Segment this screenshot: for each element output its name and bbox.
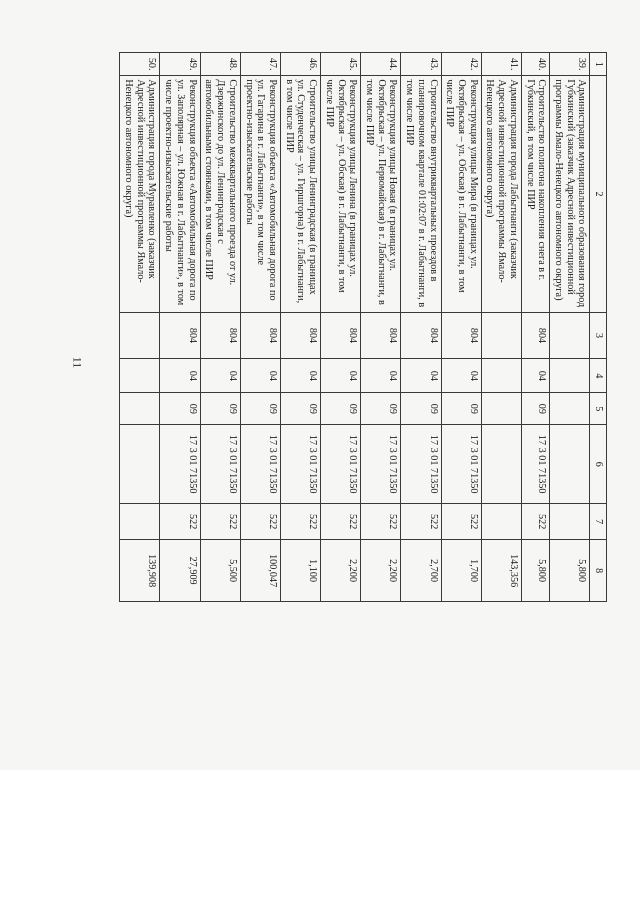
row-description: Реконструкция улицы Ленина (в границах ул. Октябрьская – ул. Обская) в г. Лабытнанги, в том числе ПИР [321,76,361,312]
row-number: 46. [280,53,320,76]
subsection-code: 09 [361,393,401,425]
expense-type-code [550,504,590,540]
expense-type-code [120,504,160,540]
subsection-code: 09 [521,393,549,425]
target-article-code: 17 3 01 71350 [240,425,280,504]
section-code: 04 [200,359,240,393]
row-description: Администрация города Лабытнанги (заказчик Адресной инвестиционной программы Ямало-Ненецкого автономного округа) [481,76,521,312]
ministry-code [481,312,521,359]
target-article-code [481,425,521,504]
row-description: Реконструкция улицы Новая (в границах ул. Октябрьская – ул. Первомайская) в г. Лабытнанги, в том числе ПИР [361,76,401,312]
section-code: 04 [361,359,401,393]
target-article-code: 17 3 01 71350 [280,425,320,504]
column-header: 7 [590,504,607,540]
target-article-code: 17 3 01 71350 [521,425,549,504]
table-row [321,53,361,602]
column-header: 5 [590,393,607,425]
row-description: Администрация муниципального образования город Губкинский (заказчик Адресной инвестиционной программы Ямало-Ненецкого автономного округа) [550,76,590,312]
column-header: 4 [590,359,607,393]
row-description: Строительство внутриквартальных проездов в планировочном квартале 01:02:07 в г. Лабытнанги, в том числе ПИР [401,76,441,312]
ministry-code [120,312,160,359]
row-description: Администрация города Муравленко (заказчик Адресной инвестиционной программы Ямало-Ненецкого автономного округа) [120,76,160,312]
amount: 143,356 [481,540,521,602]
target-article-code: 17 3 01 71350 [321,425,361,504]
row-number: 39. [550,53,590,76]
amount: 2,700 [401,540,441,602]
subsection-code: 09 [441,393,481,425]
row-number: 41. [481,53,521,76]
table-row [280,53,320,602]
subsection-code [550,393,590,425]
row-number: 42. [441,53,481,76]
section-code [481,359,521,393]
section-code: 04 [441,359,481,393]
subsection-code: 09 [401,393,441,425]
section-code [120,359,160,393]
section-code: 04 [160,359,200,393]
amount: 100,047 [240,540,280,602]
expense-type-code: 522 [401,504,441,540]
row-number: 44. [361,53,401,76]
section-code [550,359,590,393]
page-margin [0,770,640,905]
table-row [441,53,481,602]
ministry-code: 804 [441,312,481,359]
row-description: Реконструкция объекта «Автомобильная дорога по ул. Гагарина в г. Лабытнанги», в том числе проектно-изыскательские работы [240,76,280,312]
ministry-code: 804 [521,312,549,359]
ministry-code: 804 [401,312,441,359]
table-row [401,53,441,602]
row-number: 43. [401,53,441,76]
expense-type-code: 522 [321,504,361,540]
table-row [120,53,160,602]
subsection-code [481,393,521,425]
column-header: 6 [590,425,607,504]
ministry-code: 804 [240,312,280,359]
row-description: Строительство улицы Ленинградская (в границах ул. Студенческая – ул. Гиршгорна) в г. Лабытнанги, в том числе ПИР [280,76,320,312]
table-row [240,53,280,602]
expense-type-code [481,504,521,540]
amount: 139,908 [120,540,160,602]
subsection-code: 09 [321,393,361,425]
page-number: 11 [70,356,85,369]
amount: 2,200 [321,540,361,602]
target-article-code: 17 3 01 71350 [401,425,441,504]
row-number: 48. [200,53,240,76]
subsection-code [120,393,160,425]
row-description: Строительство межквартального проезда от ул. Дзержинского до ул. Ленинградская с автомобильными стоянками, в том числе ПИР [200,76,240,312]
amount: 27,909 [160,540,200,602]
row-number: 49. [160,53,200,76]
table-row [521,53,549,602]
amount: 5,500 [200,540,240,602]
table-row [481,53,521,602]
ministry-code: 804 [321,312,361,359]
row-description: Реконструкция улицы Мира (в границах ул. Октябрьская – ул. Обская) в г. Лабытнанги, в том числе ПИР [441,76,481,312]
row-number: 40. [521,53,549,76]
expense-type-code: 522 [361,504,401,540]
section-code: 04 [321,359,361,393]
table-row [200,53,240,602]
expense-type-code: 522 [521,504,549,540]
table-row [550,53,590,602]
subsection-code: 09 [240,393,280,425]
target-article-code [120,425,160,504]
column-number-row [590,53,607,602]
row-number: 45. [321,53,361,76]
table-row [361,53,401,602]
column-header: 1 [590,53,607,76]
ministry-code: 804 [160,312,200,359]
section-code: 04 [521,359,549,393]
subsection-code: 09 [200,393,240,425]
amount: 2,200 [361,540,401,602]
row-description: Строительство полигона накопления снега в г. Губкинский, в том числе ПИР [521,76,549,312]
ministry-code: 804 [361,312,401,359]
target-article-code [550,425,590,504]
expense-type-code: 522 [441,504,481,540]
column-header: 3 [590,312,607,359]
subsection-code: 09 [280,393,320,425]
amount: 5,800 [550,540,590,602]
amount: 1,100 [280,540,320,602]
target-article-code: 17 3 01 71350 [441,425,481,504]
column-header: 8 [590,540,607,602]
row-description: Реконструкция объекта «Автомобильная дорога по ул. Заполярная – ул. Южная в г. Лабытнанги», в том числе проектно-изыскательские работы [160,76,200,312]
column-header: 2 [590,76,607,312]
section-code: 04 [280,359,320,393]
budget-table [119,52,607,602]
ministry-code: 804 [280,312,320,359]
row-number: 50. [120,53,160,76]
amount: 1,700 [441,540,481,602]
row-number: 47. [240,53,280,76]
table-row [160,53,200,602]
expense-type-code: 522 [200,504,240,540]
expense-type-code: 522 [280,504,320,540]
section-code: 04 [401,359,441,393]
target-article-code: 17 3 01 71350 [200,425,240,504]
ministry-code [550,312,590,359]
expense-type-code: 522 [160,504,200,540]
subsection-code: 09 [160,393,200,425]
ministry-code: 804 [200,312,240,359]
expense-type-code: 522 [240,504,280,540]
target-article-code: 17 3 01 71350 [361,425,401,504]
amount: 5,800 [521,540,549,602]
section-code: 04 [240,359,280,393]
target-article-code: 17 3 01 71350 [160,425,200,504]
